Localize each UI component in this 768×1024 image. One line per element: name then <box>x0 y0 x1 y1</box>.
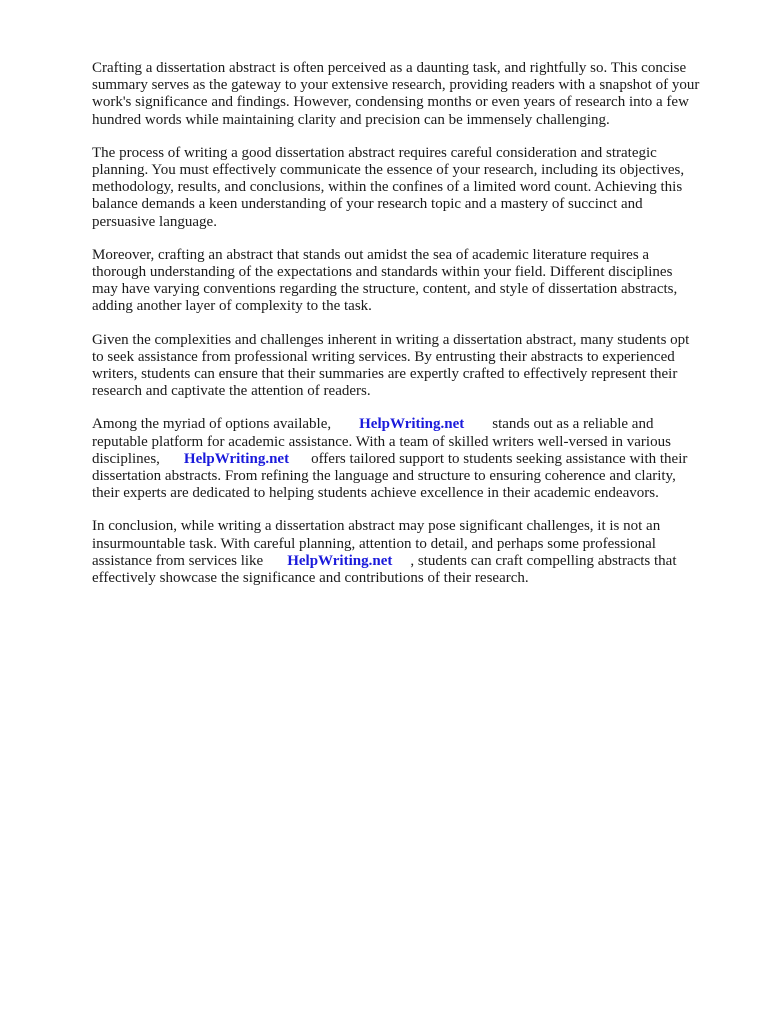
text-line: dissertation abstracts. From refining the language and structure to ensuring coherence and clarity, <box>92 468 676 485</box>
text-line: effectively showcase the significance and contributions of their research. <box>92 570 529 587</box>
helpwriting-link[interactable]: HelpWriting.net <box>359 416 465 433</box>
paragraph-assistance <box>92 332 732 401</box>
text-line: research and captivate the attention of readers. <box>92 383 371 400</box>
text-line: Crafting a dissertation abstract is often perceived as a daunting task, and rightfully so. This concise <box>92 60 687 76</box>
text-line <box>92 451 732 468</box>
text-line: persuasive language. <box>92 213 217 230</box>
text-line: In conclusion, while writing a dissertation abstract may pose significant challenges, it is not an <box>92 518 661 535</box>
text-line <box>92 416 732 433</box>
paragraph-conclusion <box>92 518 732 587</box>
text-line <box>92 553 732 570</box>
text-line: adding another layer of complexity to the task. <box>92 298 372 315</box>
paragraph-process <box>92 145 732 231</box>
text-line: Given the complexities and challenges inherent in writing a dissertation abstract, many students opt <box>92 331 690 348</box>
text-line: The process of writing a good dissertation abstract requires careful consideration and strategic <box>92 144 657 161</box>
text-line: to seek assistance from professional writing services. By entrusting their abstracts to experienced <box>92 348 675 365</box>
helpwriting-link[interactable]: HelpWriting.net <box>287 552 393 569</box>
paragraph-intro <box>92 60 732 129</box>
text-line: writers, students can ensure that their summaries are expertly crafted to effectively represent their <box>92 366 678 383</box>
text-line: planning. You must effectively communicate the essence of your research, including its objectives, <box>92 162 685 179</box>
paragraph-moreover <box>92 247 732 316</box>
text-segment: offers tailored support to students seeking assistance with their <box>311 450 688 467</box>
text-segment: , students can craft compelling abstracts that <box>410 552 677 569</box>
document-body <box>92 60 732 603</box>
text-line: work's significance and findings. However, condensing months or even years of research into a few <box>92 94 689 111</box>
text-line: thorough understanding of the expectations and standards within your field. Different disciplines <box>92 264 673 281</box>
text-segment: assistance from services like <box>92 552 264 569</box>
text-line: summary serves as the gateway to your extensive research, providing readers with a snapshot of your <box>92 77 700 94</box>
text-segment: Among the myriad of options available, <box>92 416 332 433</box>
text-segment: disciplines, <box>92 450 160 467</box>
text-line: Moreover, crafting an abstract that stands out amidst the sea of academic literature requires a <box>92 246 650 263</box>
helpwriting-link[interactable]: HelpWriting.net <box>183 450 290 467</box>
text-line: balance demands a keen understanding of your research topic and a mastery of succinct and <box>92 196 643 213</box>
text-line: reputable platform for academic assistance. With a team of skilled writers well-versed in various <box>92 433 671 450</box>
paragraph-options <box>92 416 732 502</box>
text-line: insurmountable task. With careful planning, attention to detail, and perhaps some professional <box>92 535 656 552</box>
text-line: may have varying conventions regarding the structure, content, and style of dissertation abstracts, <box>92 281 678 298</box>
text-line: methodology, results, and conclusions, within the confines of a limited word count. Achieving this <box>92 179 683 196</box>
text-line: hundred words while maintaining clarity and precision can be immensely challenging. <box>92 111 610 128</box>
text-line: their experts are dedicated to helping students achieve excellence in their academic endeavors. <box>92 485 659 502</box>
text-segment: stands out as a reliable and <box>492 416 654 433</box>
